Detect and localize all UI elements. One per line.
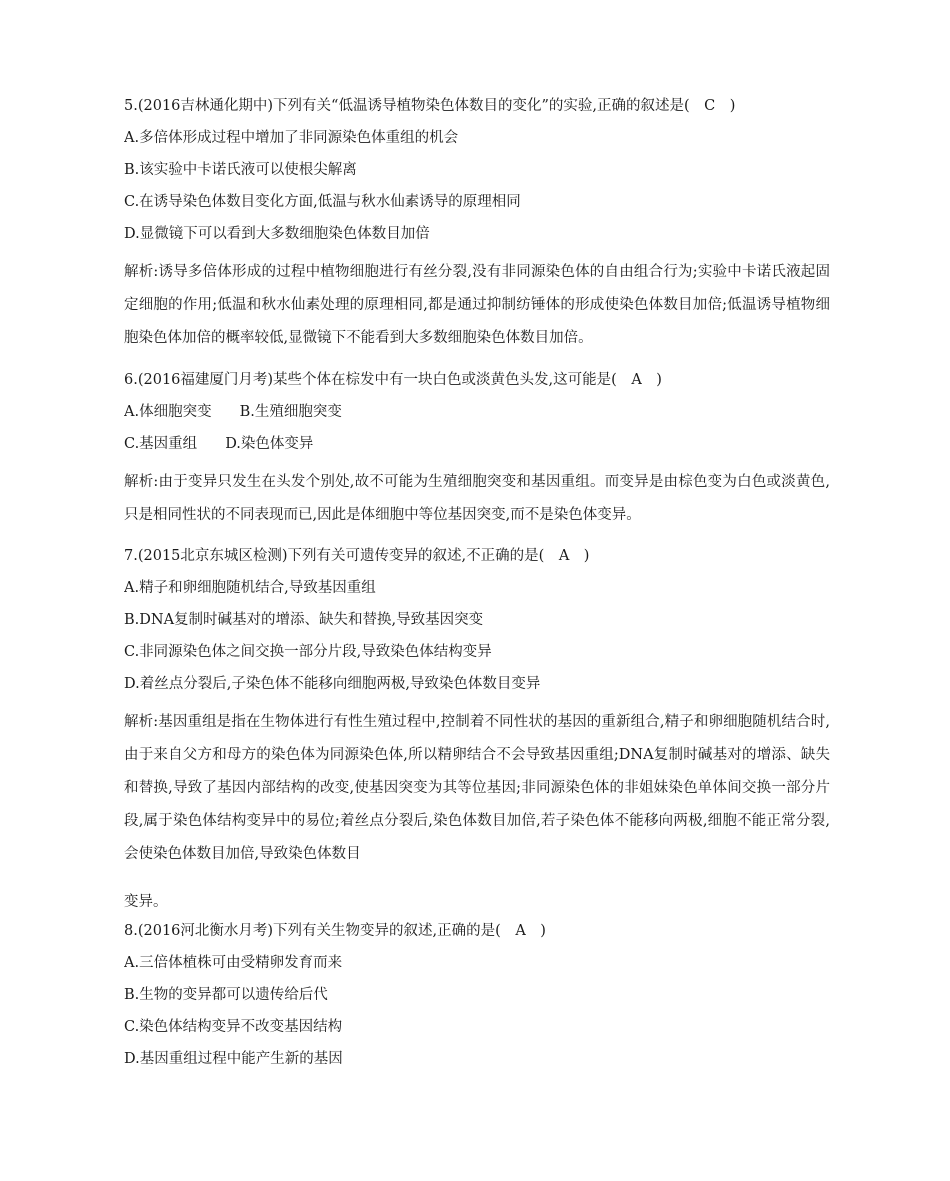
option-c: C.在诱导染色体数目变化方面,低温与秋水仙素诱导的原理相同 <box>124 194 521 210</box>
question-8 <box>124 921 830 1069</box>
option-row <box>124 402 830 422</box>
option-a: A.体细胞突变 <box>124 403 212 420</box>
question-6 <box>124 370 830 532</box>
option-c: C.基因重组 <box>124 435 198 452</box>
option-b: B.生物的变异都可以遗传给后代 <box>124 986 328 1003</box>
question-7 <box>124 546 830 919</box>
option-d: D.基因重组过程中能产生新的基因 <box>124 1050 343 1067</box>
option-b: B.该实验中卡诺氏液可以使根尖解离 <box>124 162 357 178</box>
option-c: C.非同源染色体之间交换一部分片段,导致染色体结构变异 <box>124 644 492 660</box>
option-d: D.显微镜下可以看到大多数细胞染色体数目加倍 <box>124 226 430 242</box>
option-a: A.多倍体形成过程中增加了非同源染色体重组的机会 <box>124 130 459 146</box>
question-stem: 8.(2016河北衡水月考)下列有关生物变异的叙述,正确的是( A ) <box>124 922 546 939</box>
question-5 <box>124 96 830 355</box>
option-b: B.DNA复制时碱基对的增添、缺失和替换,导致基因突变 <box>124 612 484 628</box>
option-a: A.三倍体植株可由受精卵发育而来 <box>124 954 343 971</box>
option-b: B.生殖细胞突变 <box>239 403 342 420</box>
explanation: 解析:由于变异只发生在头发个别处,故不可能为生殖细胞突变和基因重组。而变异是由棕色变为白色或淡黄色,只是相同性状的不同表现而已,因此是体细胞中等位基因突变,而不是染色体变异。 <box>124 473 830 523</box>
question-stem: 5.(2016吉林通化期中)下列有关“低温诱导植物染色体数目的变化”的实验,正确的叙述是( C ) <box>124 98 736 114</box>
document-page <box>124 96 830 1069</box>
explanation: 解析:基因重组是指在生物体进行有性生殖过程中,控制着不同性状的基因的重新组合,精子和卵细胞随机结合时,由于来自父方和母方的染色体为同源染色体,所以精卵结合不会导致基因重组;DNA复制时碱基对的增添、缺失和替换,导致了基因内部结构的改变,使基因突变为其等位基因;非同源染色体的非姐妹染色单体间交换一部分片段,属于染色体结构变异中的易位;着丝点分裂后,染色体数目加倍,若子染色体不能移向两极,细胞不能正常分裂,会使染色体数目加倍,导致染色体数目 <box>124 714 830 862</box>
option-d: D.着丝点分裂后,子染色体不能移向细胞两极,导致染色体数目变异 <box>124 676 541 692</box>
option-c: C.染色体结构变异不改变基因结构 <box>124 1018 343 1035</box>
explanation-continuation: 变异。 <box>124 893 168 910</box>
option-a: A.精子和卵细胞随机结合,导致基因重组 <box>124 580 376 596</box>
question-stem: 6.(2016福建厦门月考)某些个体在棕发中有一块白色或淡黄色头发,这可能是( A ) <box>124 371 662 388</box>
option-row <box>124 434 830 454</box>
explanation: 解析:诱导多倍体形成的过程中植物细胞进行有丝分裂,没有非同源染色体的自由组合行为;实验中卡诺氏液起固定细胞的作用;低温和秋水仙素处理的原理相同,都是通过抑制纺锤体的形成使染色体数目加倍;低温诱导植物细胞染色体加倍的概率较低,显微镜下不能看到大多数细胞染色体数目加倍。 <box>124 264 830 346</box>
option-d: D.染色体变异 <box>225 435 314 452</box>
question-stem: 7.(2015北京东城区检测)下列有关可遗传变异的叙述,不正确的是( A ) <box>124 548 590 564</box>
